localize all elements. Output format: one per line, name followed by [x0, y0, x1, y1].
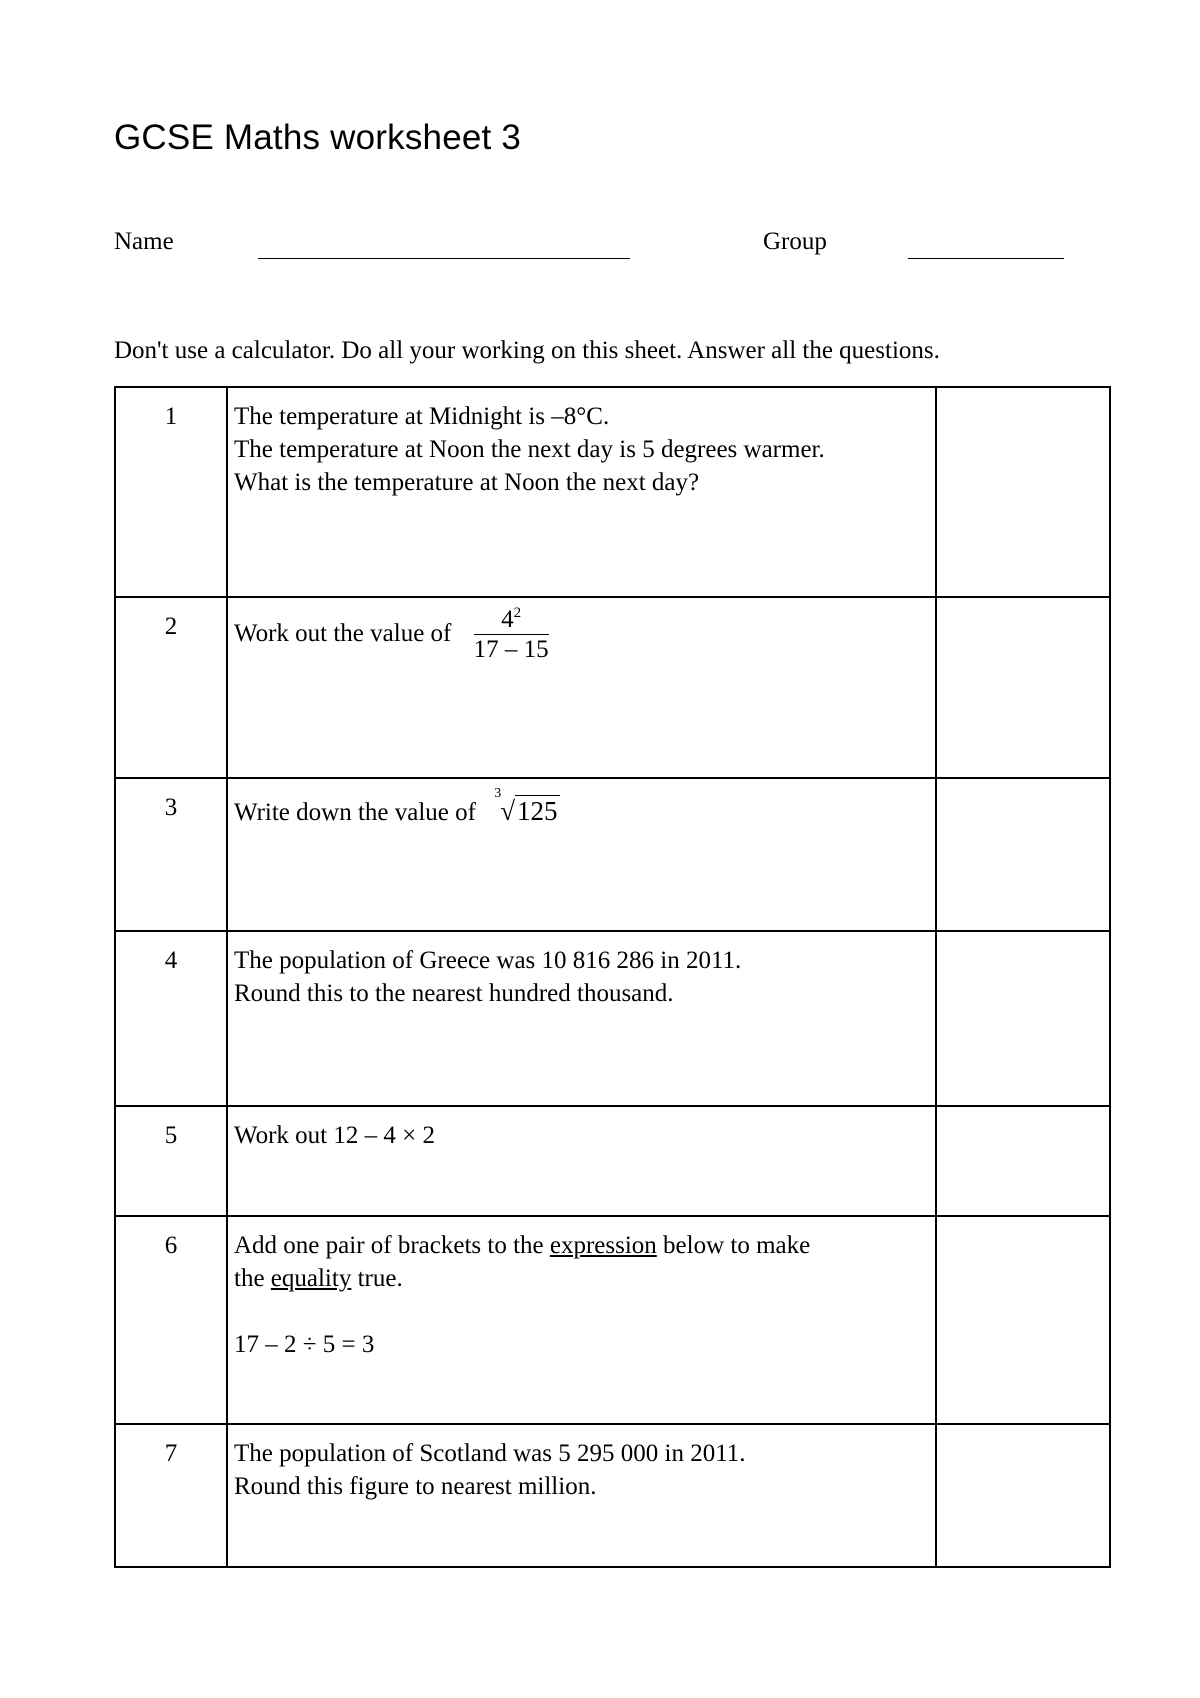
question-line: Add one pair of brackets to the expression below to make	[234, 1232, 811, 1259]
question-line: The population of Scotland was 5 295 000 in 2011.	[234, 1440, 746, 1467]
fraction-denominator: 17 – 15	[473, 636, 549, 663]
radicand: 125	[517, 796, 558, 826]
question-equation: 17 – 2 ÷ 5 = 3	[234, 1331, 375, 1358]
worksheet-title: GCSE Maths worksheet 3	[114, 118, 522, 157]
numerator-exponent: 2	[513, 605, 522, 621]
question-line: the equality true.	[234, 1265, 403, 1292]
question-row	[115, 778, 1110, 931]
answer-box[interactable]	[936, 931, 1110, 1106]
cube-root-expression	[494, 786, 559, 828]
question-row	[115, 1106, 1110, 1216]
answer-box[interactable]	[936, 1424, 1110, 1567]
question-row	[115, 387, 1110, 597]
questions-table	[114, 386, 1111, 1568]
underlined-term: expression	[549, 1232, 657, 1259]
question-line: Round this figure to nearest million.	[234, 1473, 597, 1500]
question-line: The temperature at Noon the next day is 5 degrees warmer.	[234, 436, 825, 463]
question-number: 6	[115, 1216, 227, 1424]
question-text	[227, 1216, 936, 1424]
question-number: 3	[115, 778, 227, 931]
answer-box[interactable]	[936, 778, 1110, 931]
question-line: Work out 12 – 4 × 2	[234, 1122, 435, 1149]
name-answer-line[interactable]	[258, 258, 630, 259]
question-number: 2	[115, 597, 227, 778]
root-index: 3	[494, 786, 502, 801]
question-line: What is the temperature at Noon the next day?	[234, 469, 700, 496]
group-label: Group	[763, 228, 827, 255]
radical-sign-icon: √	[500, 796, 516, 826]
question-number: 4	[115, 931, 227, 1106]
question-line: The population of Greece was 10 816 286 in 2011.	[234, 947, 742, 974]
underlined-term: equality	[270, 1265, 352, 1292]
question-number: 7	[115, 1424, 227, 1567]
question-row	[115, 597, 1110, 778]
question-text	[227, 597, 936, 778]
question-line: Round this to the nearest hundred thousand.	[234, 980, 674, 1007]
question-text	[227, 387, 936, 597]
question-text	[227, 778, 936, 931]
question-line: The temperature at Midnight is –8°C.	[234, 403, 610, 430]
answer-box[interactable]	[936, 1216, 1110, 1424]
answer-box[interactable]	[936, 387, 1110, 597]
question-row	[115, 1216, 1110, 1424]
question-text	[227, 931, 936, 1106]
question-text	[227, 1106, 936, 1216]
group-answer-line[interactable]	[908, 258, 1064, 259]
numerator-base: 4	[501, 606, 514, 633]
question-prompt: Work out the value of	[234, 620, 452, 648]
answer-box[interactable]	[936, 1106, 1110, 1216]
question-number: 1	[115, 387, 227, 597]
name-label: Name	[114, 228, 174, 255]
fraction-expression	[474, 606, 549, 665]
instructions: Don't use a calculator. Do all your working on this sheet. Answer all the questions.	[114, 337, 940, 364]
question-row	[115, 1424, 1110, 1567]
fraction-numerator	[474, 606, 549, 635]
question-prompt: Write down the value of	[234, 799, 476, 826]
answer-box[interactable]	[936, 597, 1110, 778]
question-number: 5	[115, 1106, 227, 1216]
question-row	[115, 931, 1110, 1106]
question-text	[227, 1424, 936, 1567]
